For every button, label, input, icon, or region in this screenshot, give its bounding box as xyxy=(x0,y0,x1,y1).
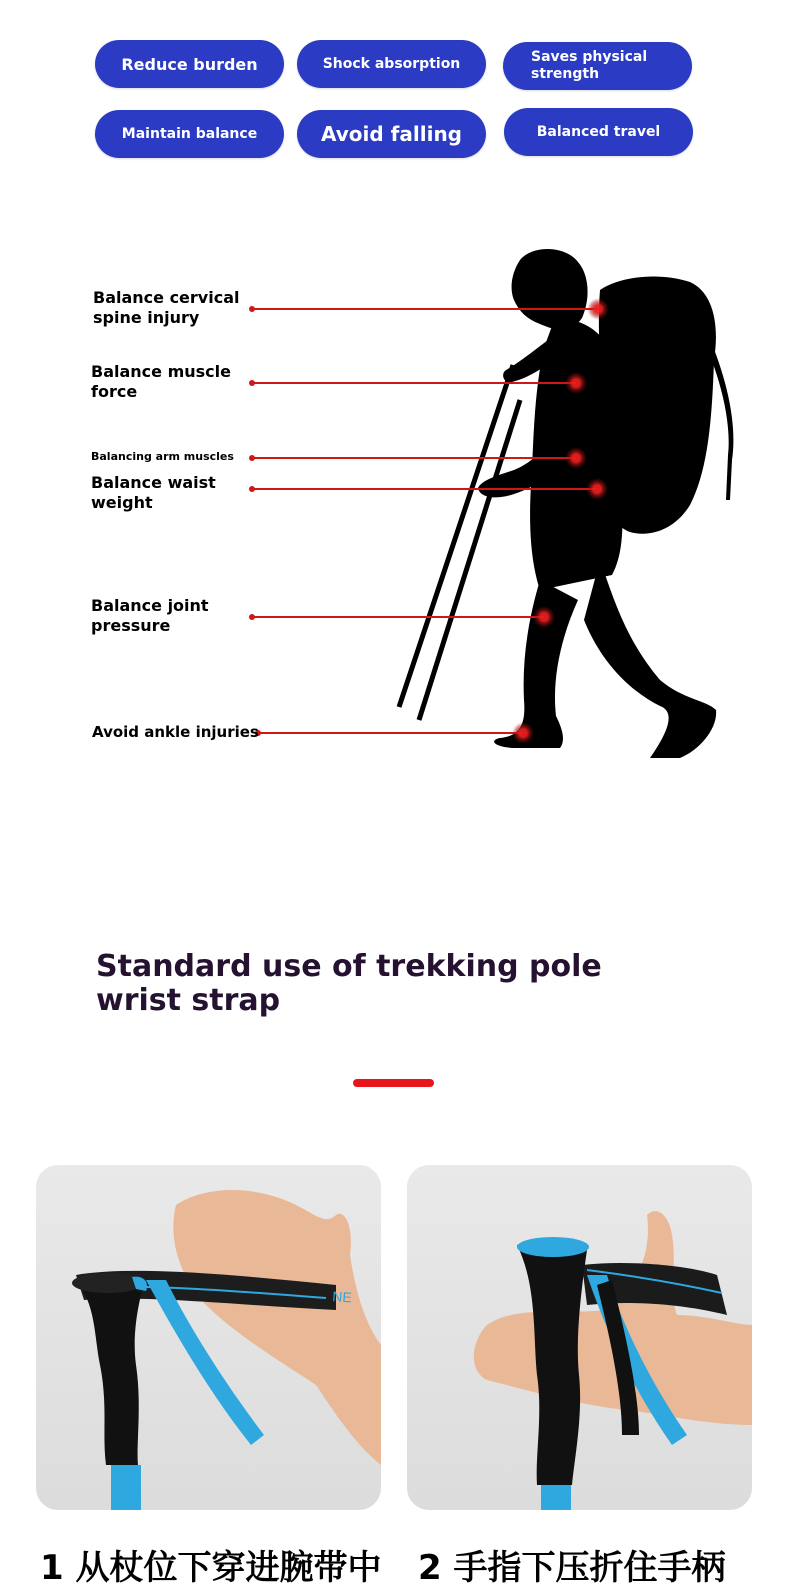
hand xyxy=(407,1165,752,1510)
callout-target xyxy=(586,478,608,500)
callout-dot xyxy=(249,614,255,620)
benefit-label: Maintain balance xyxy=(121,126,258,142)
section-title: Standard use of trekking pole wrist strap xyxy=(96,949,602,1018)
callout-target xyxy=(533,606,555,628)
callout-line-joint xyxy=(252,616,544,618)
benefit-label: Saves physical strength xyxy=(531,49,648,82)
callout-target xyxy=(565,372,587,394)
title-underline xyxy=(353,1079,434,1087)
callout-label-cervical: Balance cervical spine injury xyxy=(93,288,240,327)
benefit-label: Balanced travel xyxy=(536,124,661,140)
callout-target xyxy=(512,722,534,744)
callout-dot xyxy=(249,380,255,386)
step-1-caption: 1 从杖位下穿进腕带中 xyxy=(40,1548,382,1588)
strap-logo: NE xyxy=(331,1288,353,1306)
callout-label-joint: Balance joint pressure xyxy=(91,596,209,635)
callout-dot xyxy=(249,306,255,312)
callout-line-cervical xyxy=(252,308,598,310)
callout-target xyxy=(565,447,587,469)
callout-label-arm: Balancing arm muscles xyxy=(91,450,234,463)
strap-step-1-image xyxy=(36,1165,381,1510)
benefit-label: Avoid falling xyxy=(321,122,462,146)
trekking-pole-grip xyxy=(36,1165,381,1510)
callout-target xyxy=(587,298,609,320)
callout-line-arm xyxy=(252,457,576,459)
callout-label-ankle: Avoid ankle injuries xyxy=(92,723,259,741)
callout-dot xyxy=(249,486,255,492)
callout-label-muscle: Balance muscle force xyxy=(91,362,231,401)
strap-step-2-image xyxy=(407,1165,752,1510)
benefit-label: Shock absorption xyxy=(322,56,461,72)
callout-label-waist: Balance waist weight xyxy=(91,473,216,512)
callout-line-ankle xyxy=(258,732,522,734)
callout-line-muscle xyxy=(252,382,576,384)
benefit-label: Reduce burden xyxy=(121,54,258,74)
step-2-caption: 2 手指下压折住手柄 xyxy=(418,1548,726,1588)
callout-line-waist xyxy=(252,488,597,490)
